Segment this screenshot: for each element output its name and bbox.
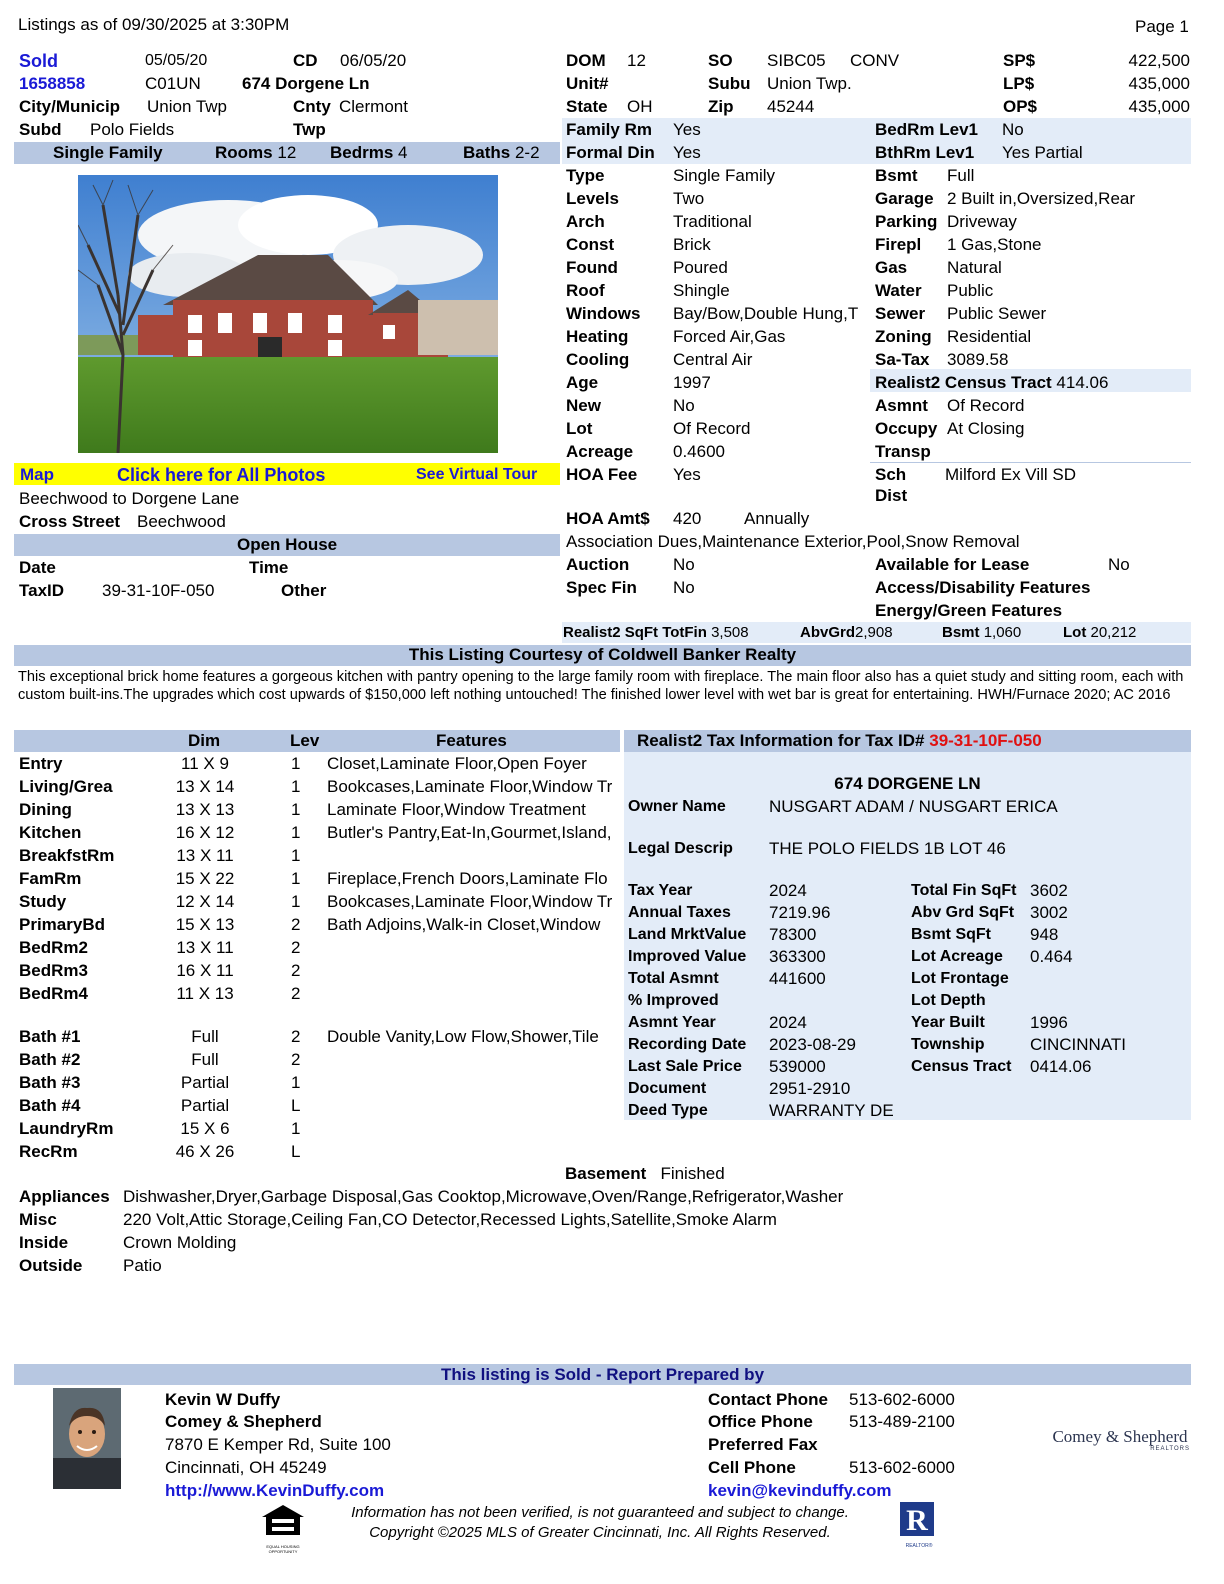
- subd-label: Subd: [19, 120, 62, 139]
- detail-label: Transp: [875, 442, 931, 461]
- mid-label-2: Zip: [708, 97, 734, 116]
- detail-label: Asmnt: [875, 396, 928, 415]
- room-level: 2: [291, 961, 301, 980]
- detail-value: Single Family: [673, 166, 776, 185]
- listings-as-of: Listings as of 09/30/2025 at 3:30PM: [18, 15, 290, 34]
- detail-value: 3089.58: [947, 350, 1009, 369]
- cell-phone-label: Cell Phone: [708, 1458, 796, 1477]
- detail-value: Public: [947, 281, 994, 300]
- room-level: 1: [291, 777, 301, 796]
- directions: Beechwood to Dorgene Lane: [19, 489, 240, 508]
- room-features: Closet,Laminate Floor,Open Foyer: [327, 754, 587, 773]
- detail-value: At Closing: [947, 419, 1025, 438]
- room-dim: 16 X 11: [176, 961, 234, 980]
- room-dim: 46 X 26: [175, 1142, 235, 1161]
- detail-label: Formal Din: [566, 143, 655, 162]
- agent-website[interactable]: http://www.KevinDuffy.com: [165, 1481, 385, 1500]
- detail-label: Occupy: [875, 419, 938, 438]
- price-value: 435,000: [1128, 97, 1190, 116]
- detail-value: Brick: [673, 235, 711, 254]
- spec-fin-label: Spec Fin: [566, 578, 637, 597]
- detail-value: Yes: [673, 143, 701, 162]
- tax-label: Recording Date: [628, 1036, 747, 1053]
- divider: [870, 462, 1191, 463]
- disclaimer-2: Copyright ©2025 MLS of Greater Cincinnati, Inc. All Rights Reserved.: [369, 1524, 831, 1541]
- tax-value: 363300: [769, 947, 826, 966]
- room-level: L: [291, 1142, 301, 1161]
- list-date: 05/05/20: [145, 52, 208, 69]
- detail-label: Bsmt: [875, 166, 918, 185]
- room-name: Study: [19, 892, 67, 911]
- agent-name: Kevin W Duffy: [165, 1390, 281, 1409]
- agent-address-2: Cincinnati, OH 45249: [165, 1458, 327, 1477]
- tax-value: WARRANTY DE: [769, 1101, 894, 1120]
- price-value: 422,500: [1128, 51, 1190, 70]
- mid-value: 12: [627, 51, 646, 70]
- subd-value: Polo Fields: [90, 120, 175, 139]
- sale-type: CONV: [850, 51, 900, 70]
- mid-value: OH: [627, 97, 653, 116]
- tax-value: 0414.06: [1030, 1057, 1092, 1076]
- detail-value: Residential: [947, 327, 1032, 346]
- tax-label: Census Tract: [911, 1058, 1012, 1075]
- room-name: LaundryRm: [19, 1119, 114, 1138]
- room-dim: 12 X 14: [175, 892, 235, 911]
- cd-value: 06/05/20: [340, 51, 407, 70]
- detail-value: Central Air: [673, 350, 753, 369]
- tax-label: Asmnt Year: [628, 1014, 716, 1031]
- price-value: 435,000: [1128, 74, 1190, 93]
- oh-time-label: Time: [249, 558, 289, 577]
- room-features: Double Vanity,Low Flow,Shower,Tile: [327, 1027, 599, 1046]
- tax-label: Abv Grd SqFt: [911, 904, 1015, 921]
- tax-value: 7219.96: [769, 903, 831, 922]
- tax-address: 674 DORGENE LN: [834, 774, 981, 793]
- contact-phone-label: Contact Phone: [708, 1390, 828, 1409]
- room-name: Dining: [19, 800, 72, 819]
- auction-value: No: [673, 555, 695, 574]
- detail-label: Age: [566, 373, 599, 392]
- features-header: Features: [436, 731, 507, 750]
- tax-value: 948: [1030, 925, 1059, 944]
- detail-label: Const: [566, 235, 615, 254]
- room-dim: 16 X 12: [175, 823, 235, 842]
- room-dim: Partial: [180, 1073, 230, 1092]
- detail-label: Parking: [875, 212, 938, 231]
- house-photo[interactable]: [78, 175, 498, 453]
- hoa-amt-label: HOA Amt$: [566, 509, 650, 528]
- detail-value: Bay/Bow,Double Hung,T: [673, 304, 859, 323]
- room-name: RecRm: [19, 1142, 78, 1161]
- room-dim: Full: [191, 1050, 219, 1069]
- fax-label: Preferred Fax: [708, 1435, 818, 1454]
- mid-label: Unit#: [566, 74, 609, 93]
- tax-value: 1996: [1030, 1013, 1068, 1032]
- agent-company: Comey & Shepherd: [165, 1412, 322, 1431]
- hoa-fee-label: HOA Fee: [566, 465, 638, 484]
- room-dim: 13 X 14: [175, 777, 235, 796]
- footer-banner: This listing is Sold - Report Prepared by: [440, 1365, 765, 1384]
- open-house-title: Open House: [237, 535, 338, 554]
- detail-label: Family Rm: [566, 120, 652, 139]
- equal-housing-icon: EQUAL HOUSING OPPORTUNITY: [258, 1503, 308, 1547]
- detail-value: 1997: [673, 373, 711, 392]
- room-features: Bath Adjoins,Walk-in Closet,Window: [327, 915, 601, 934]
- spec-fin-value: No: [673, 578, 695, 597]
- detail-label: Cooling: [566, 350, 630, 369]
- room-level: 1: [291, 1073, 301, 1092]
- detail-label: Sa-Tax: [875, 350, 930, 369]
- room-level: 1: [291, 892, 301, 911]
- tax-header: Realist2 Tax Information for Tax ID# 39-31-10F-050: [637, 731, 1042, 750]
- county-label: Cnty: [293, 97, 331, 116]
- detail-value: No: [673, 396, 695, 415]
- mid-value-2: Union Twp.: [767, 74, 852, 93]
- tax-label: Total Asmnt: [628, 970, 719, 987]
- price-label: LP$: [1003, 74, 1035, 93]
- detail-value: 0.4600: [673, 442, 725, 461]
- school-label-1: Sch: [875, 465, 907, 484]
- cross-street-value: Beechwood: [137, 512, 226, 531]
- mls-number[interactable]: 1658858: [19, 74, 86, 93]
- tax-label: Last Sale Price: [628, 1058, 742, 1075]
- page-number: Page 1: [1135, 17, 1189, 36]
- tax-label: Lot Acreage: [911, 948, 1003, 965]
- tax-value: 2024: [769, 1013, 807, 1032]
- room-features: Bookcases,Laminate Floor,Window Tr: [327, 892, 613, 911]
- detail-label: Sewer: [875, 304, 926, 323]
- detail-value: Of Record: [947, 396, 1025, 415]
- tax-value: 2023-08-29: [769, 1035, 856, 1054]
- tax-value: 539000: [769, 1057, 826, 1076]
- tax-label: Township: [911, 1036, 985, 1053]
- detail-value: Of Record: [673, 419, 751, 438]
- contact-phone: 513-602-6000: [849, 1390, 955, 1409]
- tax-label: Tax Year: [628, 882, 693, 899]
- detail-value: Yes Partial: [1002, 143, 1083, 162]
- room-level: 1: [291, 800, 301, 819]
- census-tract: Realist2 Census Tract 414.06: [875, 373, 1109, 392]
- tax-value: 3002: [1030, 903, 1068, 922]
- tax-label: Lot Frontage: [911, 970, 1009, 987]
- room-name: Kitchen: [19, 823, 82, 842]
- school-label-2: Dist: [875, 486, 908, 505]
- area-code: C01UN: [145, 74, 201, 93]
- tax-value: 441600: [769, 969, 826, 988]
- mid-label-2: SO: [708, 51, 733, 70]
- tax-value: 2024: [769, 881, 807, 900]
- detail-label: Levels: [566, 189, 619, 208]
- detail-label: BthRm Lev1: [875, 143, 975, 162]
- detail-label: Windows: [566, 304, 641, 323]
- legal-value: THE POLO FIELDS 1B LOT 46: [769, 839, 1006, 858]
- map-link[interactable]: Map: [20, 465, 54, 484]
- feature-value: Patio: [123, 1256, 162, 1275]
- room-features: Laminate Floor,Window Treatment: [327, 800, 586, 819]
- room-dim: 15 X 22: [175, 869, 235, 888]
- other-label: Other: [281, 581, 327, 600]
- room-dim: Partial: [180, 1096, 230, 1115]
- rooms-summary: Rooms 12: [215, 143, 297, 162]
- cd-label: CD: [293, 51, 318, 70]
- room-level: 2: [291, 1050, 301, 1069]
- school-district: Milford Ex Vill SD: [945, 465, 1076, 484]
- room-level: 1: [291, 823, 301, 842]
- feature-value: Crown Molding: [123, 1233, 237, 1252]
- hoa-fee-value: Yes: [673, 465, 701, 484]
- room-name: PrimaryBd: [19, 915, 105, 934]
- office-phone: 513-489-2100: [849, 1412, 955, 1431]
- sqft-above-grade: AbvGrd2,908: [800, 624, 893, 641]
- detail-value: Traditional: [673, 212, 752, 231]
- virtual-tour-link[interactable]: See Virtual Tour: [416, 466, 538, 483]
- tax-label: Annual Taxes: [628, 904, 731, 921]
- detail-value: Poured: [673, 258, 728, 277]
- detail-label: Type: [566, 166, 605, 185]
- lev-header: Lev: [290, 731, 320, 750]
- disclaimer-1: Information has not been verified, is not guaranteed and subject to change.: [351, 1504, 849, 1521]
- tax-label: % Improved: [628, 992, 719, 1009]
- room-dim: 15 X 13: [175, 915, 235, 934]
- detail-value: Yes: [673, 120, 701, 139]
- room-dim: 11 X 13: [176, 984, 234, 1003]
- detail-label: Zoning: [875, 327, 932, 346]
- room-name: BedRm2: [19, 938, 88, 957]
- detail-value: Driveway: [947, 212, 1017, 231]
- feature-label: Misc: [19, 1210, 57, 1229]
- detail-label: Roof: [566, 281, 605, 300]
- tax-label: Lot Depth: [911, 992, 986, 1009]
- room-level: 2: [291, 938, 301, 957]
- detail-value: Shingle: [673, 281, 730, 300]
- feature-value: 220 Volt,Attic Storage,Ceiling Fan,CO Detector,Recessed Lights,Satellite,Smoke Alarm: [123, 1210, 777, 1229]
- room-name: Entry: [19, 754, 63, 773]
- detail-label: Garage: [875, 189, 934, 208]
- lease-label: Available for Lease: [875, 555, 1030, 574]
- room-dim: 13 X 11: [176, 846, 234, 865]
- room-level: 1: [291, 754, 301, 773]
- county-value: Clermont: [339, 97, 408, 116]
- city-label: City/Municip: [19, 97, 121, 116]
- feature-label: Inside: [19, 1233, 69, 1252]
- tax-label: Bsmt SqFt: [911, 926, 991, 943]
- hoa-frequency: Annually: [744, 509, 810, 528]
- twp-label: Twp: [293, 120, 326, 139]
- status-label: Sold: [19, 51, 58, 71]
- hoa-includes: Association Dues,Maintenance Exterior,Pool,Snow Removal: [566, 532, 1020, 551]
- room-dim: 11 X 9: [181, 754, 229, 773]
- room-name: Bath #2: [19, 1050, 81, 1069]
- room-name: BedRm3: [19, 961, 88, 980]
- owner-label: Owner Name: [628, 798, 726, 815]
- tax-id: 39-31-10F-050: [929, 731, 1042, 750]
- agent-photo: [53, 1388, 121, 1489]
- cell-phone: 513-602-6000: [849, 1458, 955, 1477]
- tax-value: 3602: [1030, 881, 1068, 900]
- room-level: L: [291, 1096, 301, 1115]
- sqft-basement: Bsmt 1,060: [942, 624, 1022, 641]
- listing-courtesy: This Listing Courtesy of Coldwell Banker Realty: [408, 645, 797, 664]
- city-value: Union Twp: [147, 97, 228, 116]
- price-label: SP$: [1003, 51, 1036, 70]
- feature-label: Outside: [19, 1256, 83, 1275]
- room-dim: Full: [191, 1027, 219, 1046]
- taxid-label: TaxID: [19, 581, 65, 600]
- room-features: Bookcases,Laminate Floor,Window Tr: [327, 777, 613, 796]
- detail-value: No: [1002, 120, 1024, 139]
- svg-text:R: R: [906, 1504, 928, 1537]
- room-name: BedRm4: [19, 984, 88, 1003]
- legal-label: Legal Descrip: [628, 840, 733, 857]
- room-features: Fireplace,French Doors,Laminate Flo: [327, 869, 608, 888]
- detail-value: 1 Gas,Stone: [947, 235, 1042, 254]
- auction-label: Auction: [566, 555, 630, 574]
- tax-value: 2951-2910: [769, 1079, 851, 1098]
- tax-value: 78300: [769, 925, 817, 944]
- detail-label: Heating: [566, 327, 629, 346]
- detail-value: Public Sewer: [947, 304, 1047, 323]
- room-level: 2: [291, 984, 301, 1003]
- room-dim: 13 X 11: [176, 938, 234, 957]
- sqft-total: Realist2 SqFt TotFin 3,508: [563, 624, 749, 641]
- mid-value-2: 45244: [767, 97, 815, 116]
- office-phone-label: Office Phone: [708, 1412, 813, 1431]
- detail-value: Two: [673, 189, 705, 208]
- room-level: 1: [291, 1119, 301, 1138]
- room-dim: 15 X 6: [180, 1119, 230, 1138]
- room-name: FamRm: [19, 869, 82, 888]
- tax-label: Total Fin SqFt: [911, 882, 1017, 899]
- tax-label: Land MrktValue: [628, 926, 747, 943]
- taxid-value: 39-31-10F-050: [102, 581, 215, 600]
- room-level: 2: [291, 915, 301, 934]
- baths-summary: Baths 2-2: [463, 143, 540, 162]
- realtor-icon: R REALTOR®: [897, 1500, 941, 1546]
- feature-value: Dishwasher,Dryer,Garbage Disposal,Gas Cooktop,Microwave,Oven/Range,Refrigerator,Washer: [123, 1187, 844, 1206]
- detail-label: Found: [566, 258, 618, 277]
- bedrooms-summary: Bedrms 4: [330, 143, 408, 162]
- room-level: 1: [291, 869, 301, 888]
- dim-header: Dim: [188, 731, 221, 750]
- room-level: 2: [291, 1027, 301, 1046]
- sqft-lot: Lot 20,212: [1063, 624, 1137, 641]
- tax-value: 0.464: [1030, 947, 1073, 966]
- detail-value: Full: [947, 166, 975, 185]
- tax-label: Year Built: [911, 1014, 985, 1031]
- tax-label: Deed Type: [628, 1102, 708, 1119]
- access-features-label: Access/Disability Features: [875, 578, 1091, 597]
- room-name: Bath #1: [19, 1027, 81, 1046]
- detail-label: Firepl: [875, 235, 922, 254]
- agent-address-1: 7870 E Kemper Rd, Suite 100: [165, 1435, 391, 1454]
- remarks: This exceptional brick home features a gorgeous kitchen with pantry opening to the large family room with fireplace. The main floor also has a quiet study and sitting room, each with custom built-ins.The upgrades which cost upwards of $150,000 left nothing untouched! The finished lower level with wet bar is great for entertaining. HWH/Furnace 2020; AC 2016: [18, 669, 1184, 703]
- all-photos-link[interactable]: Click here for All Photos: [117, 465, 326, 485]
- room-name: Living/Grea: [19, 777, 113, 796]
- feature-label: Appliances: [19, 1187, 110, 1206]
- basement: Basement Finished: [565, 1164, 725, 1183]
- price-label: OP$: [1003, 97, 1038, 116]
- room-level: 1: [291, 846, 301, 865]
- room-name: Bath #3: [19, 1073, 81, 1092]
- room-name: Bath #4: [19, 1096, 81, 1115]
- detail-label: BedRm Lev1: [875, 120, 978, 139]
- company-logo: Comey & Shepherd REALTORS: [1052, 1427, 1190, 1452]
- street-address: 674 Dorgene Ln: [242, 74, 370, 93]
- cross-street-label: Cross Street: [19, 512, 121, 531]
- detail-label: Water: [875, 281, 922, 300]
- mid-label: State: [566, 97, 608, 116]
- detail-value: Forced Air,Gas: [673, 327, 786, 346]
- detail-label: New: [566, 396, 601, 415]
- oh-date-label: Date: [19, 558, 56, 577]
- mid-label: DOM: [566, 51, 606, 70]
- detail-label: Lot: [566, 419, 593, 438]
- energy-features-label: Energy/Green Features: [875, 601, 1063, 620]
- detail-value: 2 Built in,Oversized,Rear: [947, 189, 1136, 208]
- hoa-amt-value: 420: [673, 509, 702, 528]
- detail-label: Gas: [875, 258, 908, 277]
- mid-label-2: Subu: [708, 74, 751, 93]
- lease-value: No: [1108, 555, 1130, 574]
- room-name: BreakfstRm: [19, 846, 115, 865]
- owner-value: NUSGART ADAM / NUSGART ERICA: [769, 797, 1058, 816]
- tax-label: Improved Value: [628, 948, 747, 965]
- agent-email[interactable]: kevin@kevinduffy.com: [708, 1481, 892, 1500]
- detail-label: Acreage: [566, 442, 634, 461]
- room-features: Butler's Pantry,Eat-In,Gourmet,Island,: [327, 823, 612, 842]
- property-type: Single Family: [53, 143, 163, 162]
- detail-label: Arch: [566, 212, 605, 231]
- mid-value-2: SIBC05: [767, 51, 826, 70]
- room-dim: 13 X 13: [175, 800, 235, 819]
- tax-value: CINCINNATI: [1030, 1035, 1127, 1054]
- tax-label: Document: [628, 1080, 707, 1097]
- detail-value: Natural: [947, 258, 1002, 277]
